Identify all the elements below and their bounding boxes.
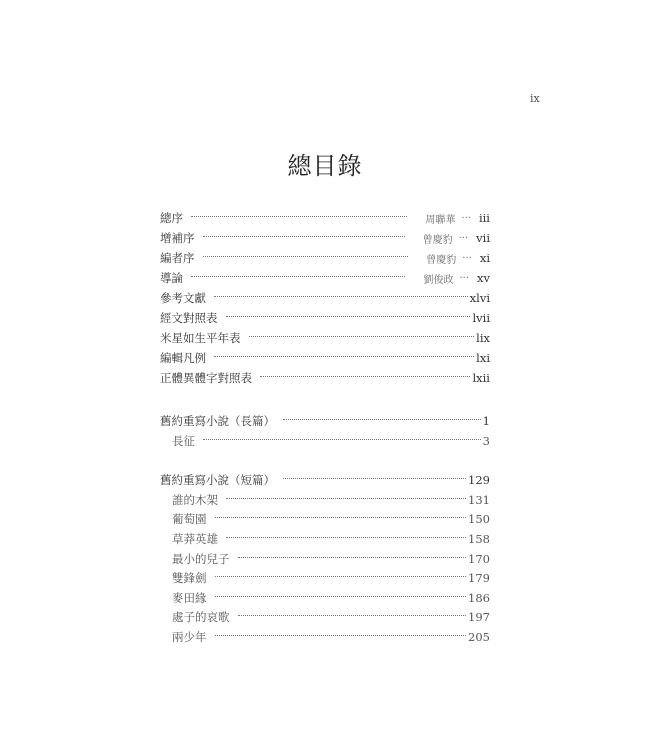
dot-leader	[203, 236, 405, 237]
entry-title: 最小的兒子	[172, 551, 230, 566]
toc-entry	[160, 248, 490, 268]
entry-title: 舊約重寫小說（短篇）	[160, 473, 275, 488]
entry-title: 兩少年	[172, 630, 207, 644]
toc-entry	[160, 288, 490, 308]
entry-page: xlvi	[469, 291, 490, 305]
entry-author: 曾慶豹	[422, 234, 453, 246]
entry-page: lxii	[472, 371, 490, 385]
entry-title: 草莽英雄	[172, 532, 218, 546]
dot-leader	[260, 376, 470, 377]
toc-entry	[172, 607, 490, 627]
toc-entry	[160, 268, 490, 288]
dot-leader	[203, 256, 409, 257]
toc-entry	[172, 490, 490, 510]
entry-title: 編者序	[160, 251, 195, 265]
toc-entry	[160, 308, 490, 328]
dot-leader	[238, 615, 467, 616]
dot-leader	[215, 635, 467, 636]
toc-entry	[160, 348, 490, 368]
dot-leader-short: ···	[459, 272, 470, 284]
entry-title: 誰的木架	[172, 492, 218, 507]
entry-page: lvii	[472, 311, 490, 325]
entry-title: 雙鋒劍	[172, 571, 207, 586]
entry-title: 導論	[160, 271, 183, 285]
entry-title: 米星如生平年表	[160, 331, 241, 345]
dot-leader	[226, 316, 471, 317]
entry-page: lix	[476, 331, 490, 345]
page-number: ix	[530, 92, 540, 105]
dot-leader	[191, 216, 407, 217]
dot-leader	[215, 576, 467, 577]
entry-title: 參考文獻	[160, 291, 206, 305]
entry-title: 增補序	[160, 231, 195, 245]
entry-page: 170	[468, 551, 490, 566]
dot-leader-short: ···	[462, 252, 472, 264]
toc-entry	[160, 328, 490, 348]
entry-title: 總序	[160, 211, 183, 225]
entry-title: 舊約重寫小說（長篇）	[160, 414, 275, 428]
entry-title: 長征	[172, 433, 195, 448]
toc-entry	[172, 568, 490, 588]
toc-entry	[160, 470, 490, 490]
entry-page: 1	[482, 414, 490, 428]
entry-page: 150	[468, 512, 490, 527]
toc-entry	[172, 549, 490, 569]
entry-page: 197	[468, 610, 490, 625]
entry-page: 131	[468, 492, 490, 507]
entry-page: 3	[482, 433, 490, 448]
dot-leader	[214, 296, 468, 297]
entry-page: 205	[468, 630, 490, 644]
toc-entry	[160, 411, 490, 431]
dot-leader	[214, 356, 474, 357]
entry-page: 186	[468, 590, 490, 605]
dot-leader	[226, 498, 466, 499]
entry-author: 周聯華	[425, 214, 456, 226]
dot-leader	[215, 517, 467, 518]
page-title: 總目錄	[287, 152, 363, 180]
entry-title: 經文對照表	[160, 311, 218, 325]
entry-title: 麥田緣	[172, 590, 207, 605]
toc-entry	[160, 208, 490, 228]
entry-title: 正體異體字對照表	[160, 371, 252, 385]
entry-page: xv	[477, 271, 490, 285]
entry-page: 129	[468, 473, 490, 488]
entry-title: 編輯凡例	[160, 351, 206, 365]
toc-entry	[172, 529, 490, 549]
toc-entry	[172, 627, 490, 647]
dot-leader-short: ···	[461, 212, 471, 224]
entry-author: 劉俊政	[423, 274, 454, 286]
dot-leader	[215, 596, 467, 597]
dot-leader	[226, 537, 466, 538]
dot-leader	[249, 336, 475, 337]
entry-author: 曾慶豹	[426, 254, 457, 266]
entry-page: iii	[478, 211, 490, 225]
dot-leader-short: ···	[458, 232, 469, 244]
entry-page: 158	[468, 532, 490, 546]
entry-title: 葡萄園	[172, 512, 207, 527]
entry-title: 處子的哀歌	[172, 610, 230, 625]
entry-page: lxi	[476, 351, 490, 365]
dot-leader	[191, 276, 405, 277]
dot-leader	[238, 557, 467, 558]
dot-leader	[203, 439, 481, 440]
entry-page: xi	[479, 251, 490, 265]
dot-leader	[283, 478, 466, 479]
dot-leader	[283, 419, 481, 420]
entry-page: vii	[476, 231, 490, 245]
toc-entry	[172, 509, 490, 529]
entry-page: 179	[468, 571, 490, 586]
toc-entry	[160, 228, 490, 248]
toc-entry	[172, 431, 490, 451]
toc-entry	[172, 588, 490, 608]
toc-entry	[160, 368, 490, 388]
